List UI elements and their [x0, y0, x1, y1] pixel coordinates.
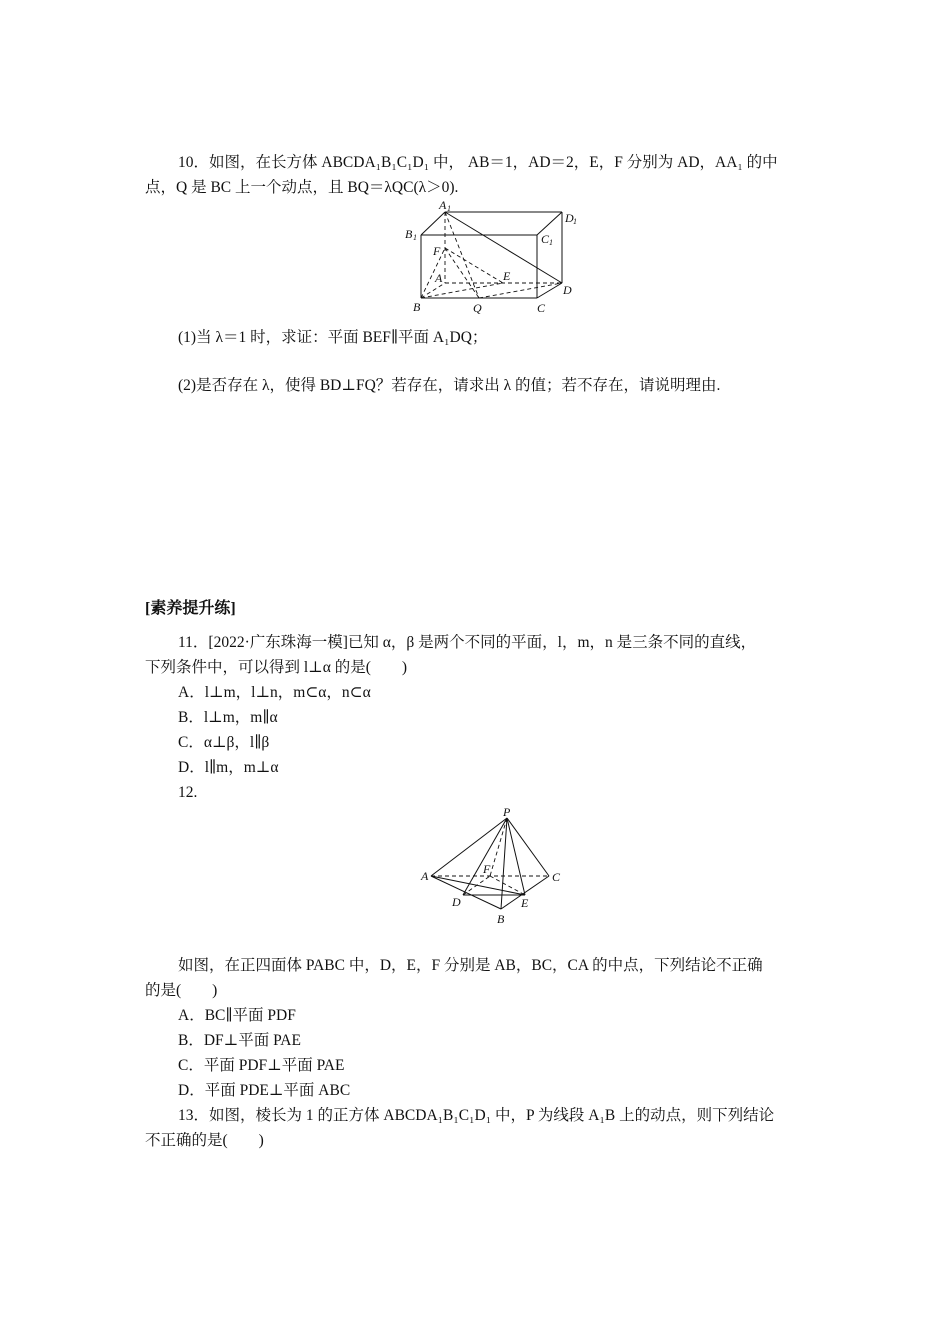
q10-cuboid-figure: [395, 198, 595, 320]
label-B1-sub: 1: [413, 233, 417, 242]
q12-option-d: D．平面 PDE⊥平面 ABC: [178, 1082, 351, 1099]
label-E: E: [521, 896, 529, 910]
q10-stem-line2: 点，Q 是 BC 上一个动点，且 BQ＝λQC(λ＞0).: [145, 179, 459, 196]
label-Q: Q: [473, 301, 482, 315]
q10-part1: (1)当 λ＝1 时，求证：平面 BEF∥平面 A₁DQ；: [178, 329, 488, 346]
q13-stem-line1: 13．如图，棱长为 1 的正方体 ABCDA₁B₁C₁D₁ 中，P 为线段 A₁B 上的动点，则下列结论: [178, 1107, 775, 1124]
q11-option-d: D．l∥m，m⊥α: [178, 759, 279, 776]
label-C: C: [537, 301, 546, 315]
q12-stem-line1: 如图，在正四面体 PABC 中，D，E，F 分别是 AB，BC，CA 的中点，下列结论不正确: [178, 957, 763, 974]
label-A: A: [435, 271, 443, 285]
section-heading: [素养提升练]: [145, 600, 236, 617]
q11-stem-line1: 11．[2022·广东珠海一模]已知 α，β 是两个不同的平面，l，m，n 是三条不同的直线，: [178, 634, 757, 651]
label-F: F: [433, 244, 441, 258]
label-D1: D: [565, 211, 574, 225]
label-C1: C: [541, 232, 550, 246]
label-P: P: [503, 806, 511, 819]
label-F: F: [483, 862, 491, 876]
q12-option-c: C．平面 PDF⊥平面 PAE: [178, 1057, 345, 1074]
label-C: C: [552, 870, 561, 884]
q11-option-b: B．l⊥m，m∥α: [178, 709, 278, 726]
label-D: D: [563, 283, 572, 297]
q11-option-a: A．l⊥m，l⊥n，m⊂α，n⊂α: [178, 684, 371, 701]
q12-stem-line2: 的是( ): [145, 982, 218, 999]
label-B1: B: [405, 227, 413, 241]
label-B: B: [413, 300, 421, 314]
q10-part2: (2)是否存在 λ，使得 BD⊥FQ？若存在，请求出 λ 的值；若不存在，请说明理由.: [178, 377, 721, 394]
q12-option-a: A．BC∥平面 PDF: [178, 1007, 296, 1024]
label-A: A: [421, 869, 429, 883]
q11-option-c: C．α⊥β，l∥β: [178, 734, 270, 751]
label-D1-sub: 1: [573, 217, 577, 226]
label-B: B: [497, 912, 505, 926]
label-A1-sub: 1: [447, 204, 451, 213]
label-A1: A: [439, 198, 447, 212]
q11-stem-line2: 下列条件中，可以得到 l⊥α 的是( ): [145, 659, 408, 676]
q13-stem-line2: 不正确的是( ): [145, 1132, 264, 1149]
q12-tetrahedron-figure: [415, 806, 575, 928]
label-D: D: [452, 895, 461, 909]
q12-number: 12.: [178, 784, 198, 801]
label-E: E: [503, 269, 511, 283]
q10-stem-line1: 10．如图，在长方体 ABCDA₁B₁C₁D₁ 中， AB＝1，AD＝2，E，F 分别为 AD，AA₁ 的中: [178, 154, 778, 171]
q12-option-b: B．DF⊥平面 PAE: [178, 1032, 301, 1049]
label-C1-sub: 1: [549, 238, 553, 247]
